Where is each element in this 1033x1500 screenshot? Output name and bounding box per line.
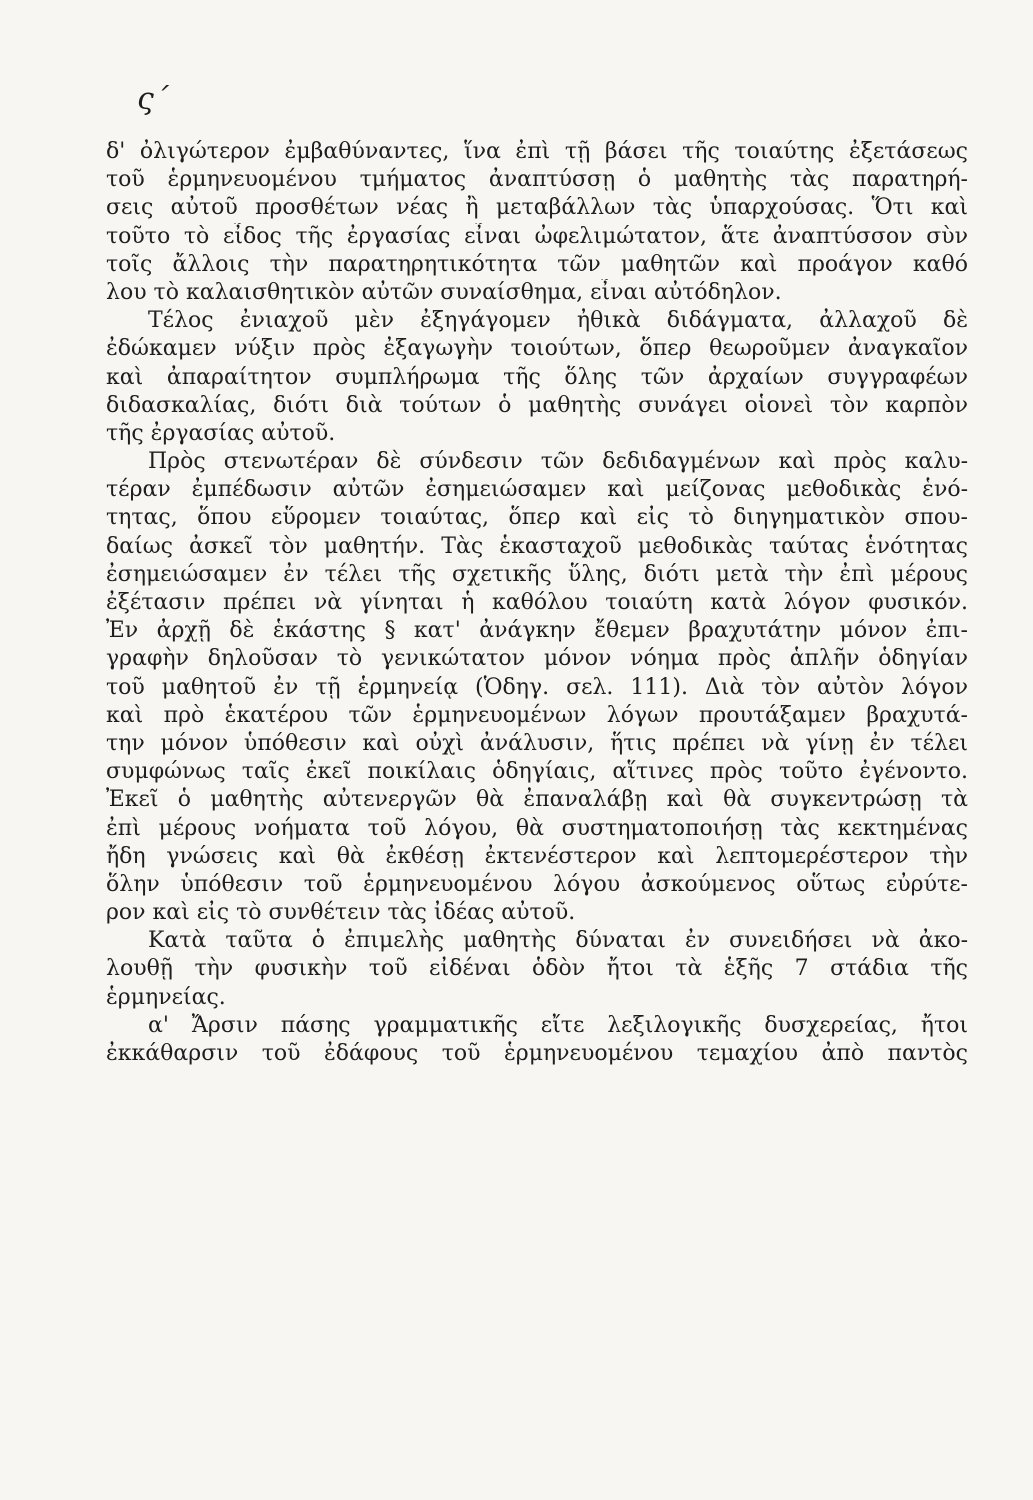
text-line: ἑρμηνείας. <box>106 984 226 1010</box>
paragraph-3 <box>106 448 968 927</box>
body-text <box>106 138 968 1068</box>
paragraph-2 <box>106 307 968 448</box>
paragraph-1 <box>106 138 968 307</box>
text-line: διδασκαλίας, διότι διὰ τούτων ὁ μαθητὴς συνάγει οἱονεὶ τὸν καρπὸν <box>106 392 968 418</box>
text-line: Ἐν ἀρχῇ δὲ ἑκάστης § κατ' ἀνάγκην ἔθεμεν βραχυτάτην μόνον ἐπι- <box>106 618 968 644</box>
text-line: τέραν ἐμπέδωσιν αὐτῶν ἐσημειώσαμεν καὶ μείζονας μεθοδικὰς ἑνό- <box>106 477 968 503</box>
text-line: Πρὸς στενωτέραν δὲ σύνδεσιν τῶν δεδιδαγμένων καὶ πρὸς καλυ- <box>148 449 968 475</box>
text-line: δ' ὀλιγώτερον ἐμβαθύναντες, ἵνα ἐπὶ τῇ βάσει τῆς τοιαύτης ἐξετάσεως <box>106 139 968 164</box>
text-line: τῆς ἐργασίας αὐτοῦ. <box>106 420 336 446</box>
text-line: τοῖς ἄλλοις τὴν παρατηρητικότητα τῶν μαθητῶν καὶ προάγον καθό <box>106 251 968 277</box>
text-line: Ἐκεῖ ὁ μαθητὴς αὐτενεργῶν θὰ ἐπαναλάβῃ καὶ θὰ συγκεντρώσῃ τὰ <box>106 787 968 813</box>
text-line: ἐξέτασιν πρέπει νὰ γίνηται ἡ καθόλου τοιαύτη κατὰ λόγον φυσικόν. <box>106 590 968 615</box>
text-line: λου τὸ καλαισθητικὸν αὐτῶν συναίσθημα, εἶναι αὐτόδηλον. <box>106 279 782 305</box>
text-line: Τέλος ἐνιαχοῦ μὲν ἐξηγάγομεν ἠθικὰ διδάγματα, ἀλλαχοῦ δὲ <box>148 308 968 334</box>
page-number: ς΄ <box>137 82 169 117</box>
text-line: συμφώνως ταῖς ἐκεῖ ποικίλαις ὁδηγίαις, αἵτινες πρὸς τοῦτο ἐγένοντο. <box>106 759 968 785</box>
text-line: την μόνον ὑπόθεσιν καὶ οὐχὶ ἀνάλυσιν, ἥτις πρέπει νὰ γίνῃ ἐν τέλει <box>106 730 968 756</box>
text-line: ὅλην ὑπόθεσιν τοῦ ἑρμηνευομένου λόγου ἀσκούμενος οὕτως εὐρύτε- <box>106 871 968 897</box>
text-line: δαίως ἀσκεῖ τὸν μαθητήν. Τὰς ἑκασταχοῦ μεθοδικὰς ταύτας ἑνότητας <box>106 533 968 559</box>
text-line: τοῦ ἑρμηνευομένου τμήματος ἀναπτύσσῃ ὁ μαθητὴς τὰς παρατηρή- <box>106 167 968 193</box>
text-line: ἤδη γνώσεις καὶ θὰ ἐκθέσῃ ἐκτενέστερον καὶ λεπτομερέστερον τὴν <box>106 843 968 869</box>
text-line: α' Ἄρσιν πάσης γραμματικῆς εἴτε λεξιλογικῆς δυσχερείας, ἤτοι <box>148 1012 968 1038</box>
text-line: σεις αὐτοῦ προσθέτων νέας ἢ μεταβάλλων τὰς ὑπαρχούσας. Ὅτι καὶ <box>106 195 968 221</box>
text-line: καὶ πρὸ ἑκατέρου τῶν ἑρμηνευομένων λόγων προυτάξαμεν βραχυτά- <box>106 702 968 728</box>
paragraph-4 <box>106 927 968 1012</box>
text-line: ρον καὶ εἰς τὸ συνθέτειν τὰς ἰδέας αὐτοῦ. <box>106 900 576 926</box>
text-line: ἐπὶ μέρους νοήματα τοῦ λόγου, θὰ συστηματοποιήσῃ τὰς κεκτημένας <box>106 815 968 841</box>
text-line: καὶ ἀπαραίτητον συμπλήρωμα τῆς ὅλης τῶν ἀρχαίων συγγραφέων <box>106 364 968 390</box>
paragraph-5 <box>106 1012 968 1068</box>
text-line: Κατὰ ταῦτα ὁ ἐπιμελὴς μαθητὴς δύναται ἐν συνειδήσει νὰ ἀκο- <box>148 928 968 954</box>
text-line: τοῦ μαθητοῦ ἐν τῇ ἑρμηνείᾳ (Ὁδηγ. σελ. 111). Διὰ τὸν αὐτὸν λόγον <box>106 674 968 700</box>
text-line: ἐκκάθαρσιν τοῦ ἐδάφους τοῦ ἑρμηνευομένου τεμαχίου ἀπὸ παντὸς <box>106 1041 968 1066</box>
text-line: ἐδώκαμεν νύξιν πρὸς ἐξαγωγὴν τοιούτων, ὅπερ θεωροῦμεν ἀναγκαῖον <box>106 336 968 362</box>
text-line: λουθῇ τὴν φυσικὴν τοῦ εἰδέναι ὁδὸν ἤτοι τὰ ἑξῆς 7 στάδια τῆς <box>106 956 968 982</box>
text-line: τητας, ὅπου εὕρομεν τοιαύτας, ὅπερ καὶ εἰς τὸ διηγηματικὸν σπου- <box>106 505 968 531</box>
text-line: τοῦτο τὸ εἶδος τῆς ἐργασίας εἶναι ὠφελιμώτατον, ἅτε ἀναπτύσσον σὺν <box>106 223 968 249</box>
text-line: ἐσημειώσαμεν ἐν τέλει τῆς σχετικῆς ὕλης, διότι μετὰ τὴν ἐπὶ μέρους <box>106 561 968 587</box>
text-line: γραφὴν δηλοῦσαν τὸ γενικώτατον μόνον νόημα πρὸς ἁπλῆν ὁδηγίαν <box>106 646 968 672</box>
